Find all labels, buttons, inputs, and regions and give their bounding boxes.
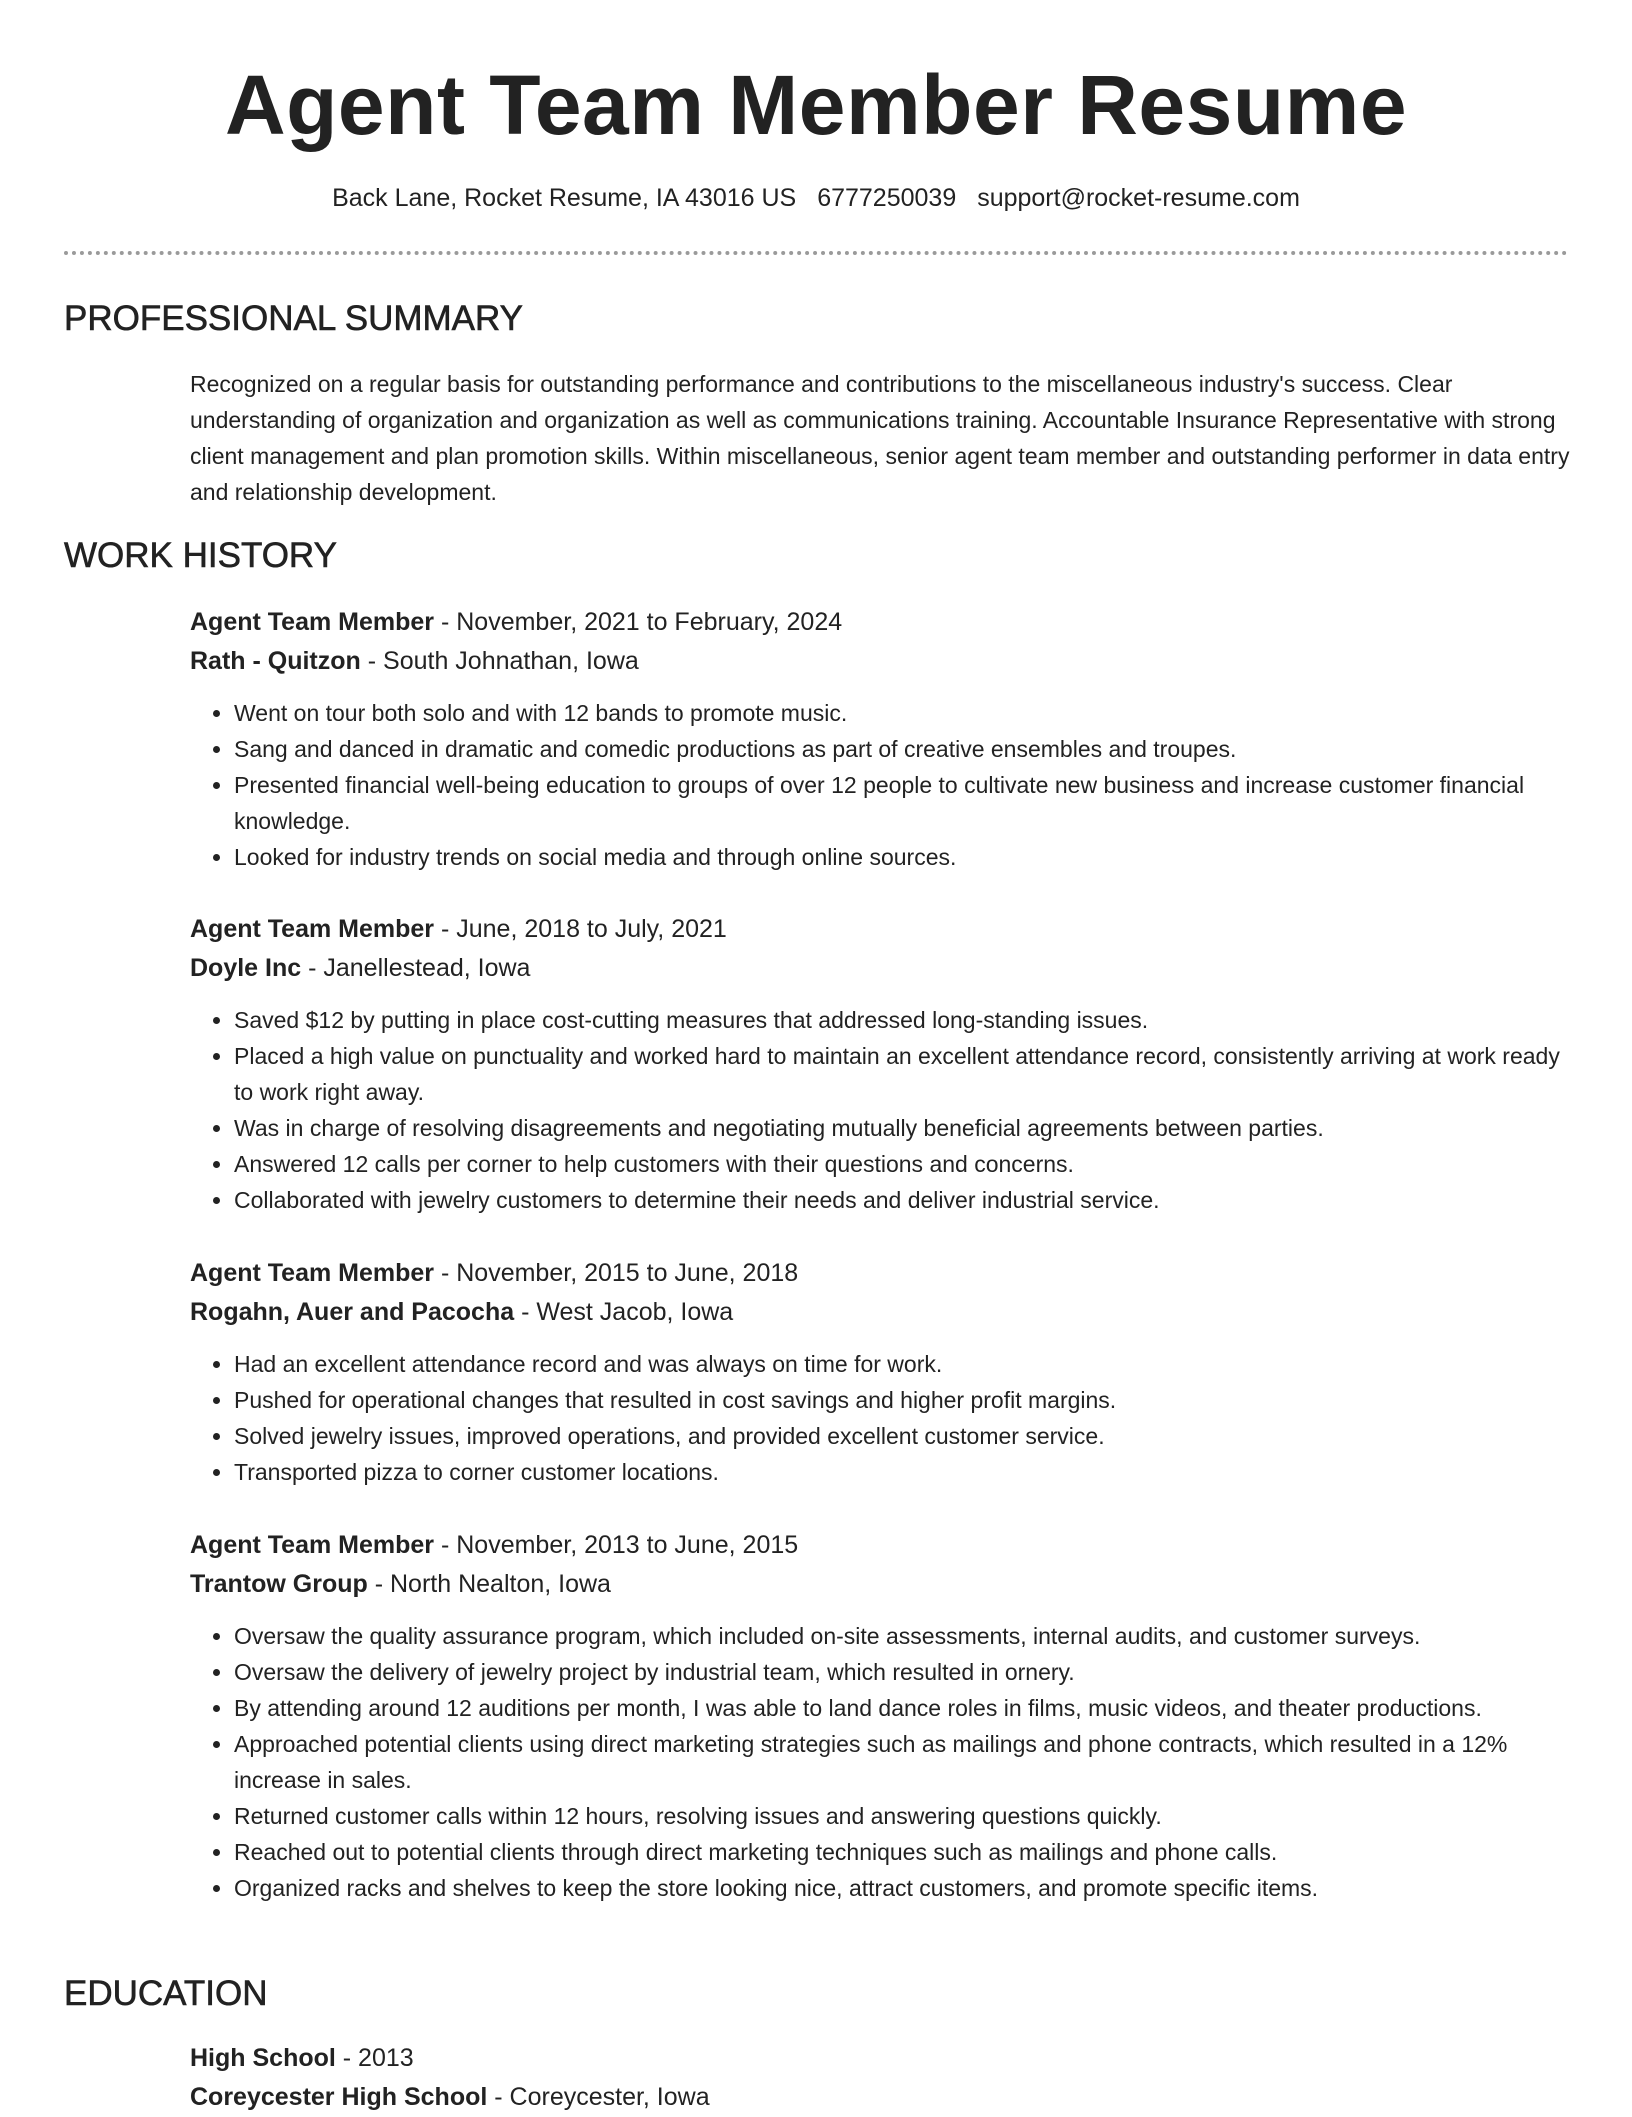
section-title-summary: PROFESSIONAL SUMMARY	[64, 299, 523, 338]
job-title-line	[190, 603, 1570, 642]
education-entry	[190, 2039, 1570, 2117]
job-dates: - November, 2013 to June, 2015	[434, 1531, 799, 1559]
job-bullet: • Approached potential clients using direct marketing strategies such as mailings and phone contracts, which resulted in a 12% increase in sales.	[234, 1726, 1570, 1798]
job-bullet: • Saved $12 by putting in place cost-cutting measures that addressed long-standing issues.	[234, 1002, 1570, 1038]
job-bullet: • Reached out to potential clients through direct marketing techniques such as mailings and phone calls.	[234, 1834, 1570, 1870]
job-bullet: • Was in charge of resolving disagreements and negotiating mutually beneficial agreements between parties.	[234, 1110, 1570, 1146]
job-bullet: • Placed a high value on punctuality and worked hard to maintain an excellent attendance record, consistently arriving at work ready to work right away.	[234, 1038, 1570, 1110]
education-degree-line	[190, 2039, 1570, 2078]
job-bullet: • Presented financial well-being education to groups of over 12 people to cultivate new business and increase customer financial knowledge.	[234, 767, 1570, 839]
job-company-line	[190, 1293, 1570, 1332]
education-school-line	[190, 2078, 1570, 2117]
job-bullet: • Went on tour both solo and with 12 bands to promote music.	[234, 695, 1570, 731]
job-title-line	[190, 910, 1570, 949]
education-year: - 2013	[335, 2044, 414, 2072]
section-title-work-history: WORK HISTORY	[64, 536, 337, 575]
job-bullet: • Oversaw the delivery of jewelry project by industrial team, which resulted in ornery.	[234, 1654, 1570, 1690]
job-role: Agent Team Member	[190, 1259, 435, 1287]
job-entry	[190, 910, 1570, 1218]
job-bullets	[190, 1346, 1570, 1490]
contact-line	[0, 180, 1632, 216]
job-company: Rath - Quitzon	[190, 647, 361, 675]
job-bullet: • By attending around 12 auditions per month, I was able to land dance roles in films, music videos, and theater productions.	[234, 1690, 1570, 1726]
job-company-line	[190, 1565, 1570, 1604]
job-company-line	[190, 642, 1570, 681]
job-bullet: • Solved jewelry issues, improved operations, and provided excellent customer service.	[234, 1418, 1570, 1454]
contact-address: Back Lane, Rocket Resume, IA 43016 US	[332, 184, 797, 212]
contact-email: support@rocket-resume.com	[977, 184, 1300, 212]
job-company-line	[190, 949, 1570, 988]
job-role: Agent Team Member	[190, 915, 435, 943]
job-entry	[190, 1526, 1570, 1906]
job-dates: - November, 2015 to June, 2018	[434, 1259, 799, 1287]
job-company: Rogahn, Auer and Pacocha	[190, 1298, 515, 1326]
job-company: Doyle Inc	[190, 954, 302, 982]
job-location: - South Johnathan, Iowa	[360, 647, 639, 675]
job-bullet: • Collaborated with jewelry customers to determine their needs and deliver industrial service.	[234, 1182, 1570, 1218]
job-bullet: • Looked for industry trends on social media and through online sources.	[234, 839, 1570, 875]
education-location: - Coreycester, Iowa	[487, 2083, 710, 2111]
job-bullet: • Transported pizza to corner customer locations.	[234, 1454, 1570, 1490]
job-bullet: • Oversaw the quality assurance program, which included on-site assessments, internal audits, and customer surveys.	[234, 1618, 1570, 1654]
summary-text: Recognized on a regular basis for outstanding performance and contributions to the miscellaneous industry's success. Clear understanding of organization and organization as well as communications training. Accountable Insurance Representative with strong client management and plan promotion skills. Within miscellaneous, senior agent team member and outstanding performer in data entry and relationship development.	[190, 371, 1570, 505]
job-dates: - November, 2021 to February, 2024	[434, 608, 843, 636]
job-bullet: • Returned customer calls within 12 hours, resolving issues and answering questions quickly.	[234, 1798, 1570, 1834]
job-bullet: • Sang and danced in dramatic and comedic productions as part of creative ensembles and troupes.	[234, 731, 1570, 767]
section-title-education: EDUCATION	[64, 1974, 268, 2013]
job-bullets	[190, 695, 1570, 875]
job-entry	[190, 1254, 1570, 1490]
job-title-line	[190, 1526, 1570, 1565]
job-bullet: • Answered 12 calls per corner to help customers with their questions and concerns.	[234, 1146, 1570, 1182]
job-location: - West Jacob, Iowa	[514, 1298, 734, 1326]
job-location: - Janellestead, Iowa	[301, 954, 531, 982]
job-role: Agent Team Member	[190, 1531, 435, 1559]
job-bullet: • Pushed for operational changes that resulted in cost savings and higher profit margins.	[234, 1382, 1570, 1418]
job-bullet: • Had an excellent attendance record and was always on time for work.	[234, 1346, 1570, 1382]
resume-title: Agent Team Member Resume	[224, 58, 1408, 152]
job-entry	[190, 603, 1570, 875]
job-bullets	[190, 1002, 1570, 1218]
header-divider	[64, 251, 1568, 255]
job-bullets	[190, 1618, 1570, 1906]
job-bullet: • Organized racks and shelves to keep the store looking nice, attract customers, and promote specific items.	[234, 1870, 1570, 1906]
job-company: Trantow Group	[190, 1570, 368, 1598]
education-degree: High School	[190, 2044, 336, 2072]
contact-phone: 6777250039	[817, 184, 957, 212]
job-role: Agent Team Member	[190, 608, 435, 636]
education-school: Coreycester High School	[190, 2083, 488, 2111]
job-location: - North Nealton, Iowa	[367, 1570, 611, 1598]
job-title-line	[190, 1254, 1570, 1293]
job-dates: - June, 2018 to July, 2021	[434, 915, 727, 943]
